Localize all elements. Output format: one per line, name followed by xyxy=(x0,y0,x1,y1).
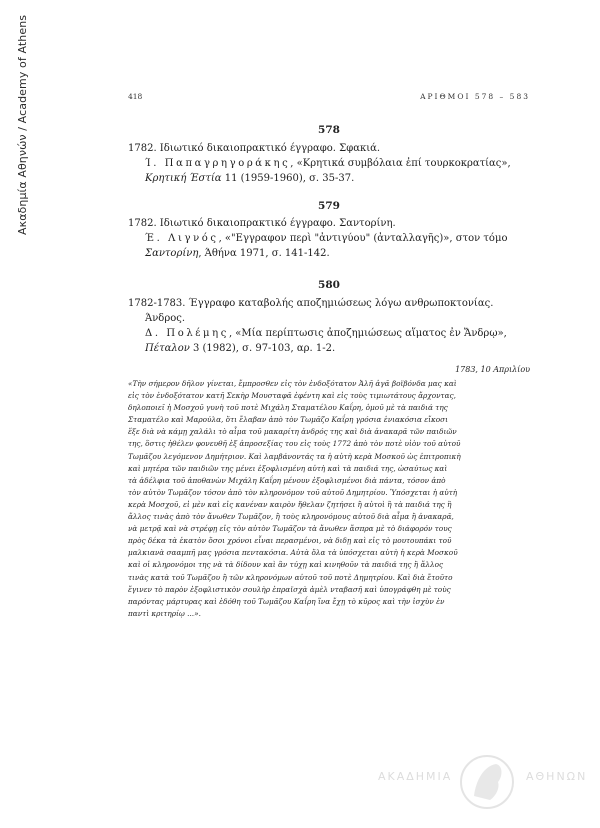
document-page xyxy=(128,92,530,620)
entry-580-heading: 1782-1783. Έγγραφο καταβολής αποζημιώσεως λόγω ανθρωποκτονίας. xyxy=(128,298,494,309)
academy-side-label: Ακαδημία Αθηνών / Academy of Athens xyxy=(16,14,29,235)
quote-line: «Τὴν σήμερον δῆλον γίνεται, ἔμπροσθεν εἰς τὸν ἐνδοξότατον Ἀλῆ ἀγᾶ βοϊβόνδα μας καὶ xyxy=(128,379,457,388)
entry-579-author: Έ. Λιγνός xyxy=(145,233,219,244)
entry-578-author-line xyxy=(128,156,530,171)
entry-579-book: Σαντορίνη xyxy=(145,248,199,259)
quote-line: τινὰς κατὰ τοῦ Τωμᾶζου ἢ τῶν κληρονόμων αὐτοῦ τοῦ ποτὲ Δημητρίου. Καὶ διὰ ἔτοῦτο xyxy=(128,572,453,582)
watermark-right-text: ΑΘΗΝΩΝ xyxy=(526,770,588,783)
quote-line: μαλκιανὰ σααμπῆ μας γρόσια πεντακόσια. Αὐτὰ ὅλα τὰ ὑπόσχεται αὐτὴ ἡ κερὰ Μοσκοῦ xyxy=(128,548,458,558)
entry-580-place: Άνδρος. xyxy=(145,313,185,324)
entry-578-source: 11 (1959-1960), σ. 35-37. xyxy=(221,173,355,184)
quote-line: πρὸς δέκα τὰ ἑκατὸν ὅσοι χρόνοι εἶναι περασμένοι, νὰ διδῃ καὶ εἰς τὸ μουτουπάκι τοῦ xyxy=(128,536,452,546)
running-head xyxy=(128,92,530,101)
entry-578-title: , «Κρητικά συμβόλαια ἐπί τουρκοκρατίας», xyxy=(290,158,511,169)
quote-line: ἄλλος τινὰς ἀπὸ τὸν ἄνωθεν Τωμᾶζον, ἢ τοὺς κληρονόμους αὐτοῦ διὰ αἷμα ἢ ἀνακαρᾶ, xyxy=(128,512,454,522)
entry-580-title: , «Μία περίπτωσις ἀποζημιώσεως αἵματος ἐν Ἄνδρῳ», xyxy=(228,328,507,339)
entry-579-title: , «"Εγγραφον περὶ "ἀντιγύου" (ἀνταλλαγῆς)», στον τόμο xyxy=(218,233,508,244)
entry-number-580: 580 xyxy=(318,279,340,291)
entry-580-source-line xyxy=(128,341,530,356)
entry-578-author: Ί. Παπαγρηγοράκης xyxy=(145,158,291,169)
quote-line: τὸν αὐτὸν Τωμᾶζον τόσον ἀπὸ τὸν κληρονόμον τοῦ αὐτοῦ Δημητρίου. Ὑπόσχεται ἡ αὐτὴ xyxy=(128,487,458,497)
quote-line: παντὶ κριτηρίῳ ...». xyxy=(128,608,201,618)
entry-578-journal: Κρητική Έστία xyxy=(145,173,222,184)
entry-579-source-line xyxy=(128,246,530,261)
quote-line: δηλοποιεῖ ἡ Μοσχοῦ γυνὴ τοῦ ποτὲ Μιχάλη Σταματέλου Καΐρη, ὁμοῦ μὲ τὰ παιδιά της xyxy=(128,403,448,413)
entry-580-source: 3 (1982), σ. 97-103, αρ. 1-2. xyxy=(189,343,336,354)
quote-date: 1783, 10 Απριλίου xyxy=(455,365,530,374)
entry-number-578: 578 xyxy=(318,124,340,136)
quote-line: Σταματέλο καὶ Μαρούλα, ὅτι ἔλαβαν ἀπὸ τὸν Τωμᾶζο Καΐρη γρόσια ἑνιακόσια εἴκοσι xyxy=(128,415,448,425)
quote-line: τὰ ἀδέλφια τοῦ ἀποθανὼν Μιχάλη Καΐρη μένουν ἐξοφλισμένοι διὰ πάντα, τόσον ἀπὸ xyxy=(128,475,446,485)
page-number: 418 xyxy=(128,92,143,101)
entry-579-author-line xyxy=(128,231,530,246)
entry-580-author: Δ. Πολέμης xyxy=(145,328,229,339)
entry-579-heading: 1782. Ιδιωτικό δικαιοπρακτικό έγγραφο. Σαντορίνη. xyxy=(128,218,396,229)
watermark-left-text: ΑΚΑΔΗΜΙΑ xyxy=(378,770,453,783)
academy-watermark xyxy=(378,752,588,812)
quote-line: ἕξε διὰ νὰ κάμῃ χαλάλι τὸ αἷμα τοῦ μακαρίτη ἀνδρός της καὶ διὰ ἀνακαρᾶ τῶν παιδιῶν xyxy=(128,427,457,437)
quote-line: παρόντας μάρτυρας καὶ ἐδόθη τοῦ Τωμᾶζου Καΐρη ἵνα ἔχῃ τὸ κῦρος καὶ τὴν ἰσχὺν ἐν xyxy=(128,596,445,606)
document-quote xyxy=(128,378,530,620)
quote-line: κερὰ Μοσχοῦ, εἰ μὲν καὶ εἰς κανέναν καιρὸν ἤθελαν ζητήσει ἢ αὐτοὶ ἢ τὰ παιδιά της ἢ xyxy=(128,499,452,509)
quote-line: καὶ μητέρα τῶν παιδιῶν της μένει ἐξοφλισμένη αὐτὴ καὶ τὰ παιδιά της, ὡσαύτως καὶ xyxy=(128,463,448,473)
quote-line: εἰς τὸν ἐνδοξότατον κατῆ Σεκὴρ Μουσταφᾶ ἐφέντη καὶ εἰς τοὺς τιμιωτάτους ἄρχοντας, xyxy=(128,391,456,401)
entry-579-source: , Άθήνα 1971, σ. 141-142. xyxy=(198,248,330,259)
entry-number-579: 579 xyxy=(318,200,340,212)
quote-line: ἔγινεν τὸ παρὸν ἐξοφλιστικὸν σουλὴρ ἐπραϊσχὰ ἀμὲλ νταβασῆ καὶ ὑπογράφθη μὲ τοὺς xyxy=(128,584,451,594)
quote-line: της, ὅστις ἠθέλεν φονευθῆ ἐξ ἀπροσεξίας του εἰς τοὺς 1772 ἀπὸ τὸν ποτὲ υἱὸν τοῦ αὐτοῦ xyxy=(128,439,461,449)
entry-578-source-line xyxy=(128,171,530,186)
entry-578-heading: 1782. Ιδιωτικό δικαιοπρακτικό έγγραφο. Σφακιά. xyxy=(128,143,381,154)
running-head-title: ΑΡΙΘΜΟΙ 578 – 583 xyxy=(420,92,530,101)
athena-head-icon xyxy=(454,752,520,812)
quote-line: Τωμᾶζου λεγόμενον Δημήτριον. Καὶ λαμβάνοντάς τα ἡ αὐτὴ κερὰ Μοσκοῦ ὡς ἐπιτροπικὴ xyxy=(128,451,461,461)
entry-580-author-line xyxy=(128,326,530,341)
entry-580-journal: Πέταλον xyxy=(145,343,190,354)
quote-line: καὶ οἱ κληρονόμοι της νὰ τὰ δίδουν καὶ ἂν τύχῃ καὶ κινηθοῦν τὰ παιδιά της ἢ ἄλλος xyxy=(128,560,444,570)
quote-line: νὰ μετρᾷ καὶ νὰ στρέφῃ εἰς τὸν αὐτὸν Τωμᾶζον τὰ ἄνωθεν ἄσπρα μὲ τὸ διάφορόν τους xyxy=(128,524,452,534)
